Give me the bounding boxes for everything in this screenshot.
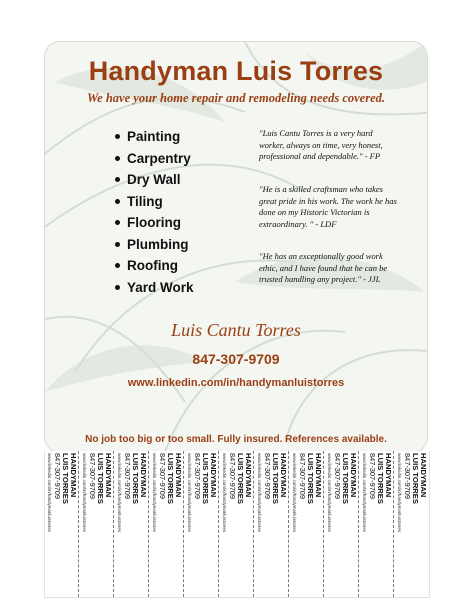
tab-url: www.linkedin.com/in/handymanluistorres — [82, 453, 88, 533]
tab-name-line: LUIS TORRES — [271, 453, 280, 504]
tab-phone: 847-307-9709 — [53, 453, 62, 500]
tab-phone: 847-307-9709 — [158, 453, 167, 500]
tab-url: www.linkedin.com/in/handymanluistorres — [327, 453, 333, 533]
tab-name-line: LUIS TORRES — [131, 453, 140, 504]
service-item: Dry Wall — [115, 171, 194, 193]
tear-off-tab[interactable] — [185, 451, 219, 597]
tear-off-tab[interactable] — [255, 451, 289, 597]
tab-name-line: LUIS TORRES — [61, 453, 70, 504]
contact-name: Luis Cantu Torres — [171, 320, 301, 340]
tab-name-line: LUIS TORRES — [341, 453, 350, 504]
tab-url: www.linkedin.com/in/handymanluistorres — [362, 453, 368, 533]
tear-off-tab[interactable] — [290, 451, 324, 597]
tagline: We have your home repair and remodeling needs covered. — [87, 91, 385, 105]
tab-url: www.linkedin.com/in/handymanluistorres — [187, 453, 193, 533]
tab-name-line: HANDYMAN — [314, 453, 323, 498]
service-item: Plumbing — [115, 236, 194, 258]
tab-phone: 847-307-9709 — [403, 453, 412, 500]
tab-phone: 847-307-9709 — [368, 453, 377, 500]
tab-phone: 847-307-9709 — [193, 453, 202, 500]
phone-number: 847-307-9709 — [192, 351, 280, 367]
tab-name-line: LUIS TORRES — [166, 453, 175, 504]
tear-off-tab[interactable] — [220, 451, 254, 597]
service-item: Carpentry — [115, 150, 194, 172]
tab-url: www.linkedin.com/in/handymanluistorres — [47, 453, 53, 533]
tab-url: www.linkedin.com/in/handymanluistorres — [257, 453, 263, 533]
service-item: Roofing — [115, 257, 194, 279]
tab-phone: 847-307-9709 — [298, 453, 307, 500]
tab-phone: 847-307-9709 — [88, 453, 97, 500]
tab-name-line: HANDYMAN — [384, 453, 393, 498]
tab-url: www.linkedin.com/in/handymanluistorres — [152, 453, 158, 533]
tab-name-line: LUIS TORRES — [96, 453, 105, 504]
tab-name-line: HANDYMAN — [244, 453, 253, 498]
footer-tagline: No job too big or too small. Fully insured. References available. — [85, 434, 387, 445]
tab-name-line: LUIS TORRES — [411, 453, 420, 504]
tear-off-tab[interactable] — [115, 451, 149, 597]
tear-off-tabs — [44, 451, 430, 598]
tab-phone: 847-307-9709 — [228, 453, 237, 500]
testimonial-quote: "He is a skilled craftsman who takes great pride in his work. The work he has done on my Historic Victorian is extraordinary. " - LDF — [259, 184, 397, 229]
tear-off-tab[interactable] — [325, 451, 359, 597]
tab-name-line: LUIS TORRES — [236, 453, 245, 504]
services-list — [115, 128, 194, 300]
tab-name-line: LUIS TORRES — [306, 453, 315, 504]
tab-url: www.linkedin.com/in/handymanluistorres — [397, 453, 403, 533]
website-url: www.linkedin.com/in/handymanluistorres — [127, 377, 345, 389]
tab-phone: 847-307-9709 — [123, 453, 132, 500]
tab-name-line: HANDYMAN — [69, 453, 78, 498]
tab-name-line: LUIS TORRES — [201, 453, 210, 504]
tab-name-line: HANDYMAN — [174, 453, 183, 498]
flyer — [44, 41, 428, 453]
tab-name-line: LUIS TORRES — [376, 453, 385, 504]
tab-name-line: HANDYMAN — [419, 453, 428, 498]
tab-url: www.linkedin.com/in/handymanluistorres — [117, 453, 123, 533]
tab-phone: 847-307-9709 — [333, 453, 342, 500]
service-item: Tiling — [115, 193, 194, 215]
testimonial-quote: "Luis Cantu Torres is a very hard worker, always on time, very honest, professional and dependable." - FP — [259, 128, 383, 161]
tab-name-line: HANDYMAN — [104, 453, 113, 498]
tab-name-line: HANDYMAN — [139, 453, 148, 498]
tab-phone: 847-307-9709 — [263, 453, 272, 500]
service-item: Flooring — [115, 214, 194, 236]
tear-off-tab[interactable] — [80, 451, 114, 597]
service-item: Painting — [115, 128, 194, 150]
tab-url: www.linkedin.com/in/handymanluistorres — [292, 453, 298, 533]
tear-off-tab[interactable] — [395, 451, 429, 597]
tab-name-line: HANDYMAN — [349, 453, 358, 498]
flyer-title: Handyman Luis Torres — [88, 56, 384, 86]
tab-url: www.linkedin.com/in/handymanluistorres — [222, 453, 228, 533]
tab-name-line: HANDYMAN — [209, 453, 218, 498]
testimonial-quote: "He has an exceptionally good work ethic, and I have found that he can be trusted handling any project." - JJL — [259, 251, 388, 284]
tear-off-tab[interactable] — [150, 451, 184, 597]
tab-name-line: HANDYMAN — [279, 453, 288, 498]
tear-off-tab[interactable] — [360, 451, 394, 597]
service-item: Yard Work — [115, 279, 194, 301]
tear-off-tab[interactable] — [45, 451, 79, 597]
